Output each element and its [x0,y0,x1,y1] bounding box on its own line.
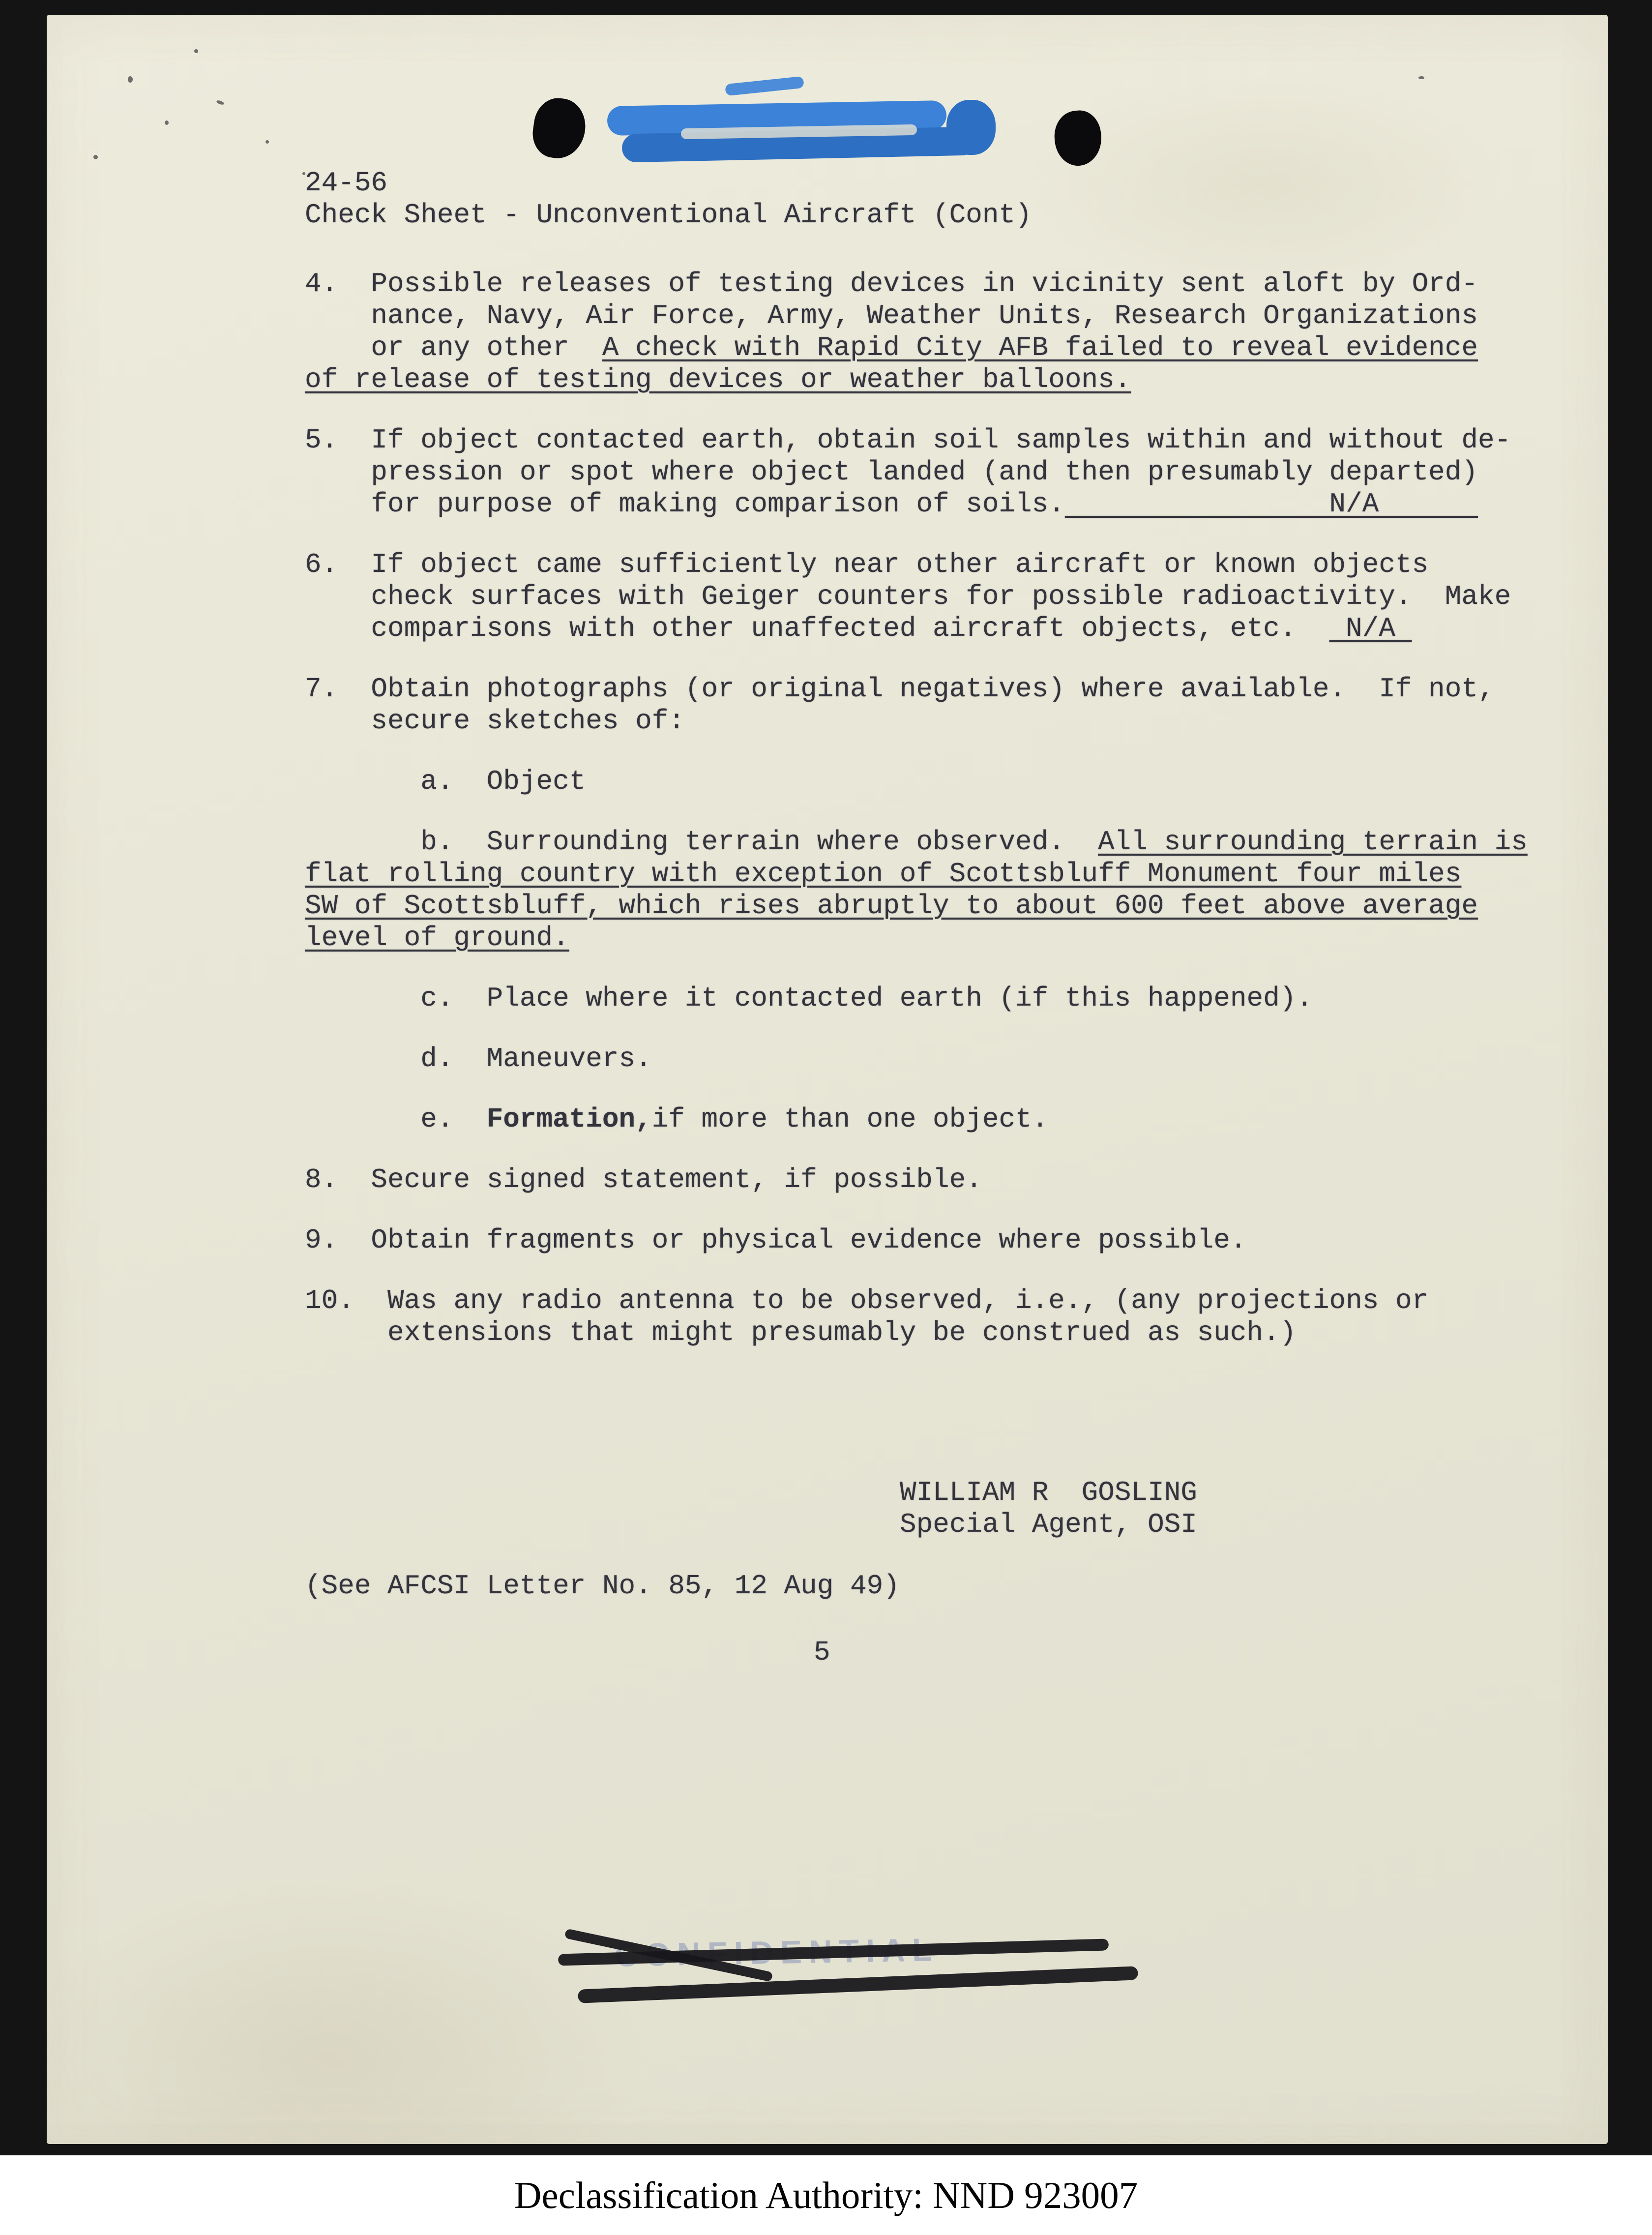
underlined-text: of release of testing devices or weather balloons. [305,364,1131,395]
document-line [305,673,1583,705]
ink-speckle [216,99,224,105]
paper [47,15,1608,2144]
marker-stroke [946,100,996,155]
text-segment: c. Place where it contacted earth (if this happened). [305,983,1313,1014]
document-line [305,705,1583,737]
paragraph [305,549,1583,645]
paragraph [305,1285,1583,1349]
ink-speckle [1418,76,1424,79]
ink-speckle [93,155,98,159]
paragraph [305,1043,1583,1075]
document-header [305,167,1583,231]
document-line [305,332,1583,364]
ink-speckle [194,49,198,53]
text-segment: secure sketches of: [305,705,685,737]
text-segment: b. Surrounding terrain where observed. [305,826,1098,858]
text-segment: 8. Secure signed statement, if possible. [305,1164,982,1195]
text-segment: check surfaces with Geiger counters for possible radioactivity. Make [305,581,1511,612]
paragraph [305,766,1583,798]
paragraph [305,1164,1583,1196]
text-segment: a. Object [305,766,586,797]
blue-marker-redaction [602,96,1005,175]
ink-speckle [165,120,169,125]
paragraph [305,1103,1583,1135]
reference-note: (See AFCSI Letter No. 85, 12 Aug 49) [305,1570,900,1602]
document-line [305,858,1583,890]
underlined-text: All surrounding terrain is [1098,826,1528,858]
text-segment: 7. Obtain photographs (or original negatives) where available. If not, [305,673,1495,705]
document-line [305,1164,1583,1196]
signature-block [305,1477,1583,1541]
document-line [305,424,1583,456]
underlined-text: N/A [1064,488,1478,520]
underlined-text: A check with Rapid City AFB failed to reveal evidence [602,332,1478,363]
document-line [305,613,1583,645]
document-line [305,922,1583,954]
underlined-text: N/A [1329,613,1412,644]
document-title: Check Sheet - Unconventional Aircraft (Cont) [305,199,1032,231]
document-line [305,456,1583,488]
text-segment: for purpose of making comparison of soils. [305,488,1065,520]
text-segment: 5. If object contacted earth, obtain soil samples within and without de- [305,424,1511,456]
document-line [305,826,1583,858]
declassification-band [0,2155,1652,2235]
document-line [305,1043,1583,1075]
underlined-text: level of ground. [305,922,569,954]
text-segment: 4. Possible releases of testing devices in vicinity sent aloft by Ord- [305,268,1478,299]
ref-number: 24-56 [305,167,388,199]
paragraph [305,826,1583,954]
punch-hole-right [1052,108,1104,168]
paragraph [305,424,1583,520]
signature-name: WILLIAM R GOSLING [900,1477,1197,1508]
text-segment: or any other [305,332,602,363]
text-segment: Formation, [486,1103,652,1135]
document-paragraphs [305,268,1583,1349]
paragraph [305,1224,1583,1256]
declassification-text: Declassification Authority: NND 923007 [514,2174,1138,2216]
text-segment: comparisons with other unaffected aircraft objects, etc. [305,613,1329,644]
document-line [305,364,1583,396]
signature-title: Special Agent, OSI [900,1509,1197,1540]
document-line [305,890,1583,922]
paragraph [305,983,1583,1014]
document-line [305,549,1583,581]
text-segment: 9. Obtain fragments or physical evidence where possible. [305,1224,1247,1256]
document-line [305,581,1583,613]
document-line [305,1103,1583,1135]
document-line [305,766,1583,798]
text-segment: if more than one object. [651,1103,1049,1135]
marker-stroke [725,76,804,96]
text-segment: 10. Was any radio antenna to be observed, i.e., (any projections or [305,1285,1429,1316]
text-segment: 6. If object came sufficiently near other aircraft or known objects [305,549,1429,580]
document-line [305,268,1583,300]
document-line [305,300,1583,332]
paragraph [305,268,1583,396]
text-segment: pression or spot where object landed (and then presumably departed) [305,456,1478,488]
document-line [305,1317,1583,1349]
underlined-text: flat rolling country with exception of Scottsbluff Monument four miles [305,858,1462,890]
text-segment: e. [305,1103,487,1135]
page-number: 5 [814,1637,830,1668]
document-line [305,488,1583,520]
underlined-text: SW of Scottsbluff, which rises abruptly to about 600 feet above average [305,890,1478,922]
punch-hole-left [530,95,589,161]
confidential-stamp [548,1918,1178,2021]
document-line [305,983,1583,1014]
text-segment: extensions that might presumably be construed as such.) [305,1317,1297,1348]
document-line [305,1224,1583,1256]
document-text [305,167,1583,1669]
ink-speckle [266,140,269,144]
ink-speckle [128,76,133,83]
document-line [305,1285,1583,1317]
text-segment: d. Maneuvers. [305,1043,652,1074]
text-segment: nance, Navy, Air Force, Army, Weather Units, Research Organizations [305,300,1478,331]
paragraph [305,673,1583,737]
